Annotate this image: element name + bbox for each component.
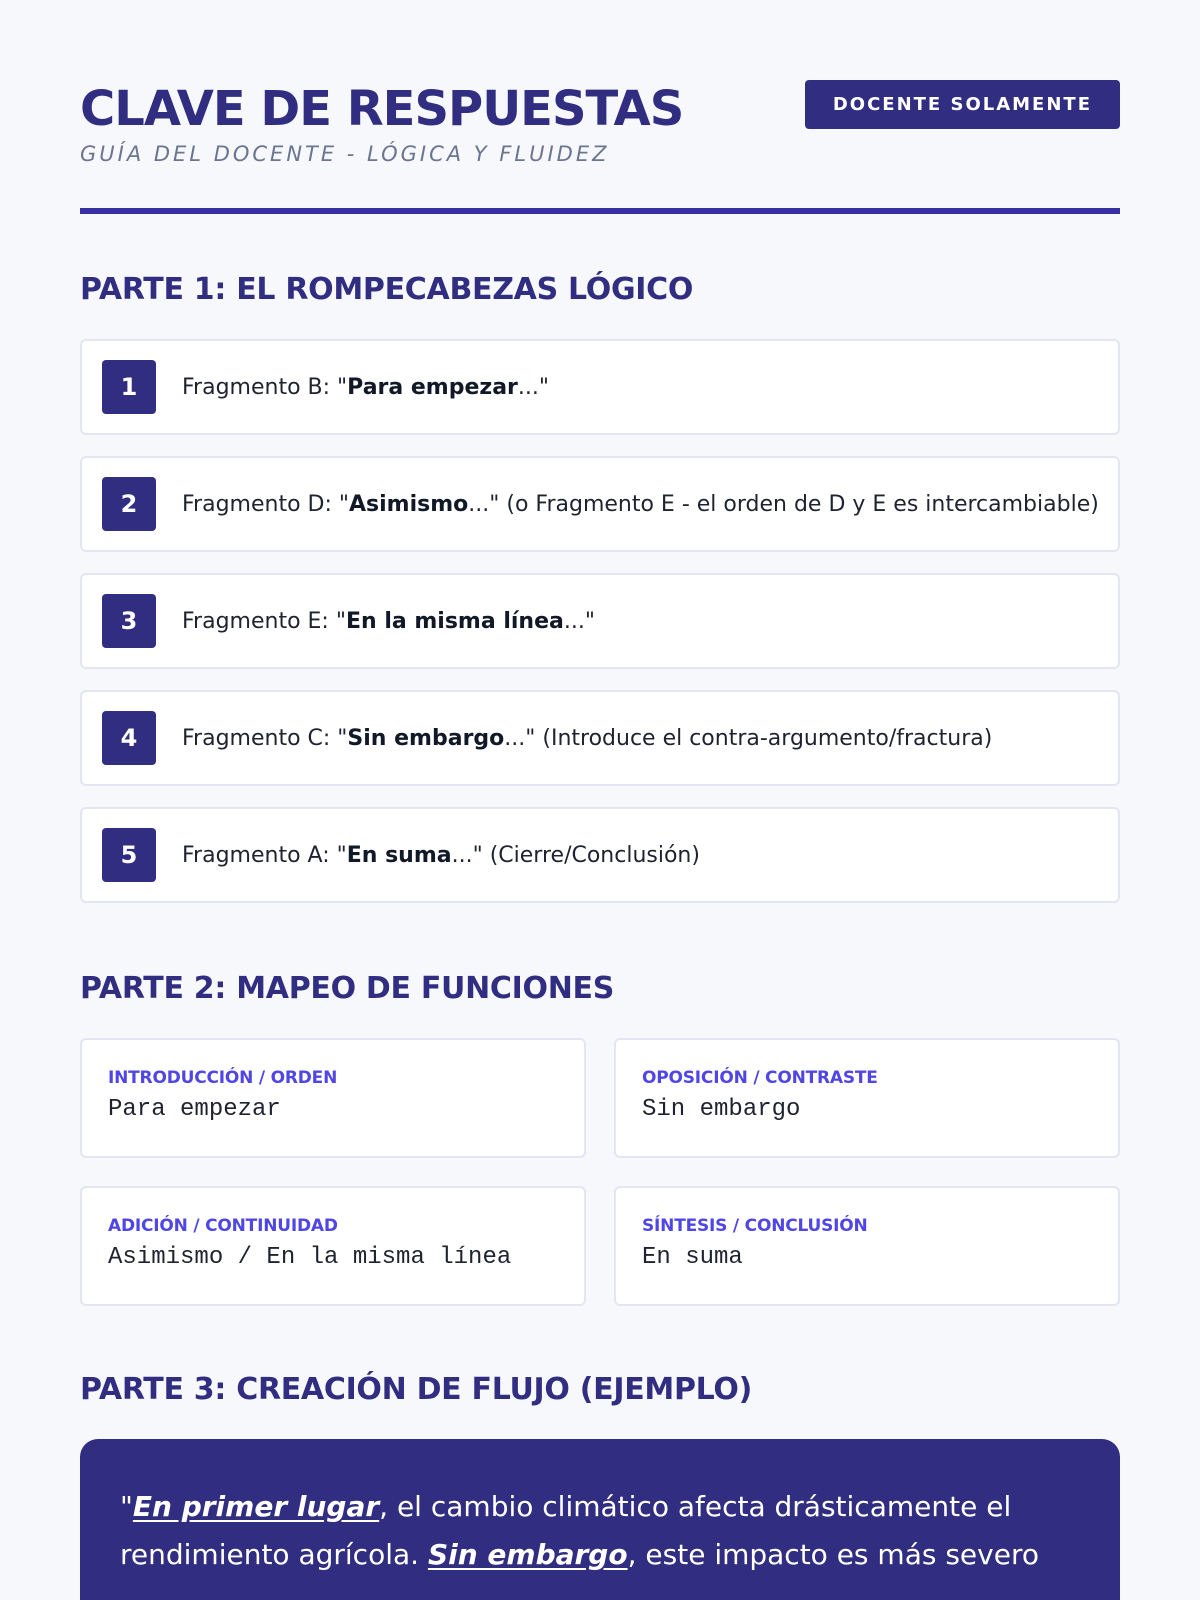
function-grid — [80, 1038, 1120, 1306]
header — [80, 80, 1120, 214]
function-label: OPOSICIÓN / CONTRASTE — [642, 1068, 878, 1088]
step-number: 2 — [102, 477, 156, 531]
step-number: 5 — [102, 828, 156, 882]
function-value: Para empezar — [108, 1096, 281, 1123]
step-item — [80, 807, 1120, 903]
function-value: Asimismo / En la misma línea — [108, 1244, 512, 1271]
page-title: CLAVE DE RESPUESTAS — [80, 81, 684, 137]
function-value: En suma — [642, 1244, 743, 1271]
step-text: Fragmento C: "Sin embargo..." (Introduce el contra-argumento/fractura) — [182, 725, 993, 751]
part2-title: PARTE 2: MAPEO DE FUNCIONES — [80, 971, 615, 1006]
step-number: 4 — [102, 711, 156, 765]
step-item — [80, 339, 1120, 435]
function-label: INTRODUCCIÓN / ORDEN — [108, 1068, 338, 1088]
function-card — [614, 1038, 1120, 1158]
step-text: Fragmento A: "En suma..." (Cierre/Conclusión) — [182, 842, 700, 868]
title-block — [80, 80, 683, 166]
step-keyword: En la misma línea — [345, 608, 564, 634]
step-keyword: Sin embargo — [347, 725, 505, 751]
part3-title: PARTE 3: CREACIÓN DE FLUJO (EJEMPLO) — [80, 1372, 752, 1407]
function-label: SÍNTESIS / CONCLUSIÓN — [642, 1216, 868, 1236]
step-keyword: En suma — [346, 842, 452, 868]
step-text: Fragmento B: "Para empezar..." — [182, 374, 550, 400]
example-connector: Sin embargo — [427, 1538, 628, 1571]
function-card — [80, 1038, 586, 1158]
step-keyword: Asimismo — [349, 491, 469, 517]
step-text: Fragmento E: "En la misma línea..." — [182, 608, 595, 634]
step-item — [80, 690, 1120, 786]
function-card — [614, 1186, 1120, 1306]
example-connector: En primer lugar — [132, 1490, 380, 1523]
part1-steps — [80, 339, 1120, 903]
part1-title: PARTE 1: EL ROMPECABEZAS LÓGICO — [80, 272, 694, 307]
page-subtitle: GUÍA DEL DOCENTE - LÓGICA Y FLUIDEZ — [80, 142, 610, 166]
step-text: Fragmento D: "Asimismo..." (o Fragmento E - el orden de D y E es intercambiable) — [182, 491, 1099, 517]
function-label: ADICIÓN / CONTINUIDAD — [108, 1216, 338, 1236]
step-item — [80, 573, 1120, 669]
step-number: 3 — [102, 594, 156, 648]
step-keyword: Para empezar — [347, 374, 518, 400]
function-value: Sin embargo — [642, 1096, 801, 1123]
teacher-only-badge: DOCENTE SOLAMENTE — [805, 80, 1120, 129]
function-card — [80, 1186, 586, 1306]
example-paragraph: "En primer lugar, el cambio climático afecta drásticamente el rendimiento agrícola. Sin embargo, este impacto es más severo — [80, 1439, 1120, 1600]
step-number: 1 — [102, 360, 156, 414]
step-item — [80, 456, 1120, 552]
